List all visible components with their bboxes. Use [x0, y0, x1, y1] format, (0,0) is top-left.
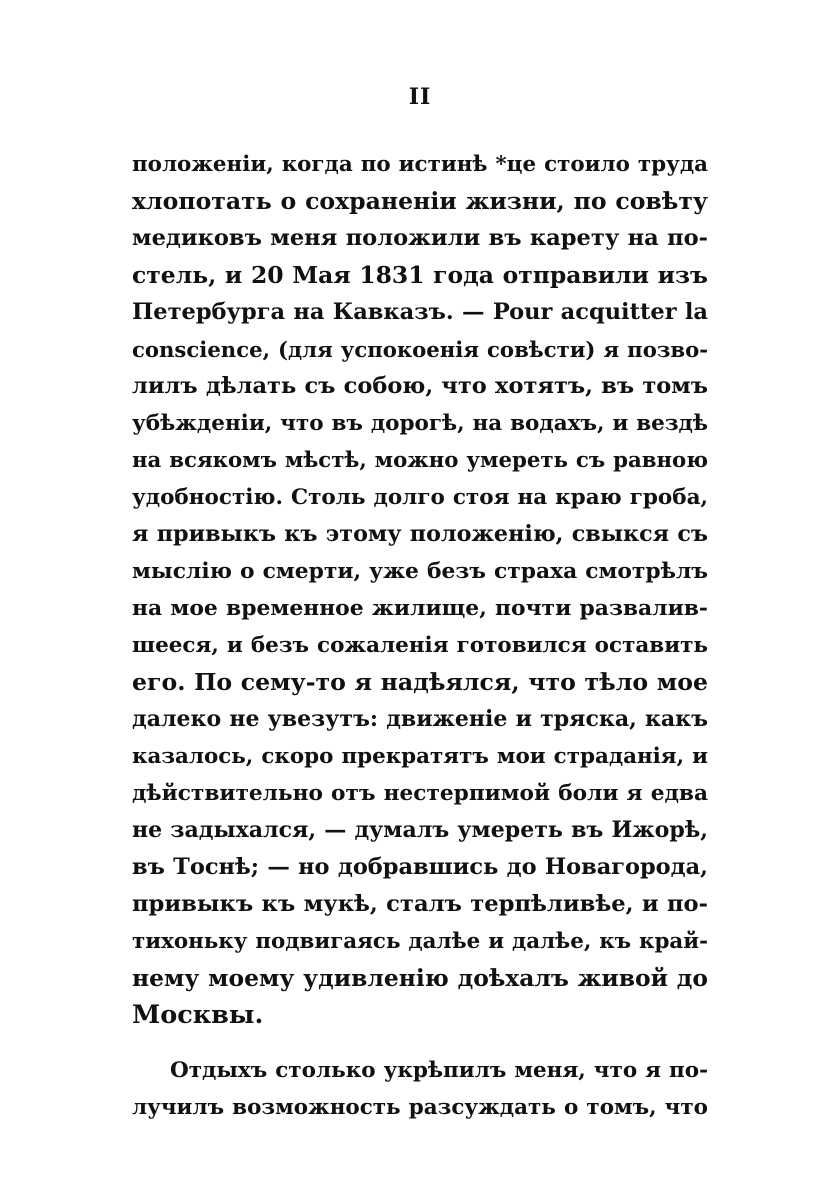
text-line: на мое временное жилище, почти развалив- — [132, 595, 708, 621]
text-line: далеко не увезутъ: движеніе и тряска, какъ — [132, 706, 708, 732]
text-line: тихоньку подвигаясь далѣе и далѣе, къ край- — [132, 929, 708, 954]
text-line: я привыкъ къ этому положенію, свыкся съ — [132, 521, 708, 547]
text-line: лучилъ возможность разсуждать о томъ, что — [132, 1095, 708, 1120]
text-line: мыслію о смерти, уже безъ страха смотрѣлъ — [132, 559, 708, 584]
text-line: на всякомъ мѣстѣ, можно умереть съ равною — [132, 448, 708, 473]
text-line: не задыхался, — думалъ умереть въ Ижорѣ, — [132, 817, 708, 843]
paragraph-gap — [132, 1034, 708, 1052]
text-line: положеніи, когда по истинѣ *це стоило труда — [132, 152, 708, 177]
text-line: лилъ дѣлать съ собою, что хотятъ, въ томъ — [132, 373, 708, 399]
page-number: II — [408, 84, 432, 110]
text-line: казалось, скоро прекратятъ мои страданія, и — [132, 744, 708, 769]
paragraph-2 — [132, 1052, 708, 1126]
text-line: стель, и 20 Мая 1831 года отправили изъ — [132, 261, 708, 289]
body-text — [132, 146, 708, 1126]
text-line: дѣйствительно отъ нестерпимой боли я едва — [132, 781, 708, 806]
text-line: привыкъ къ мукѣ, сталъ терпѣливѣе, и по- — [132, 891, 708, 917]
text-line: Отдыхъ столько укрѣпилъ меня, что я по- — [170, 1058, 708, 1083]
text-line: Москвы. — [132, 1000, 264, 1030]
text-line: его. По сему-то я надѣялся, что тѣло мое — [132, 668, 708, 696]
text-line: убѣжденіи, что въ дорогѣ, на водахъ, и вездѣ — [132, 411, 708, 436]
text-line: удобностію. Столь долго стоя на краю гроба, — [132, 485, 708, 510]
text-line: медиковъ меня положили въ карету на по- — [132, 225, 708, 251]
text-line: Петербурга на Кавказъ. — Pour acquitter la — [132, 299, 708, 325]
text-line: шееся, и безъ сожаленія готовился оставить — [132, 633, 708, 658]
text-line: нему моему удивленію доѣхалъ живой до — [132, 964, 708, 992]
text-line: conscience, (для успокоенія совѣсти) я позво- — [132, 337, 708, 362]
paragraph-1 — [132, 146, 708, 1034]
text-line: хлопотать о сохраненіи жизни, по совѣту — [132, 187, 708, 215]
text-line: въ Тоснѣ; — но добравшись до Новагорода, — [132, 854, 708, 880]
